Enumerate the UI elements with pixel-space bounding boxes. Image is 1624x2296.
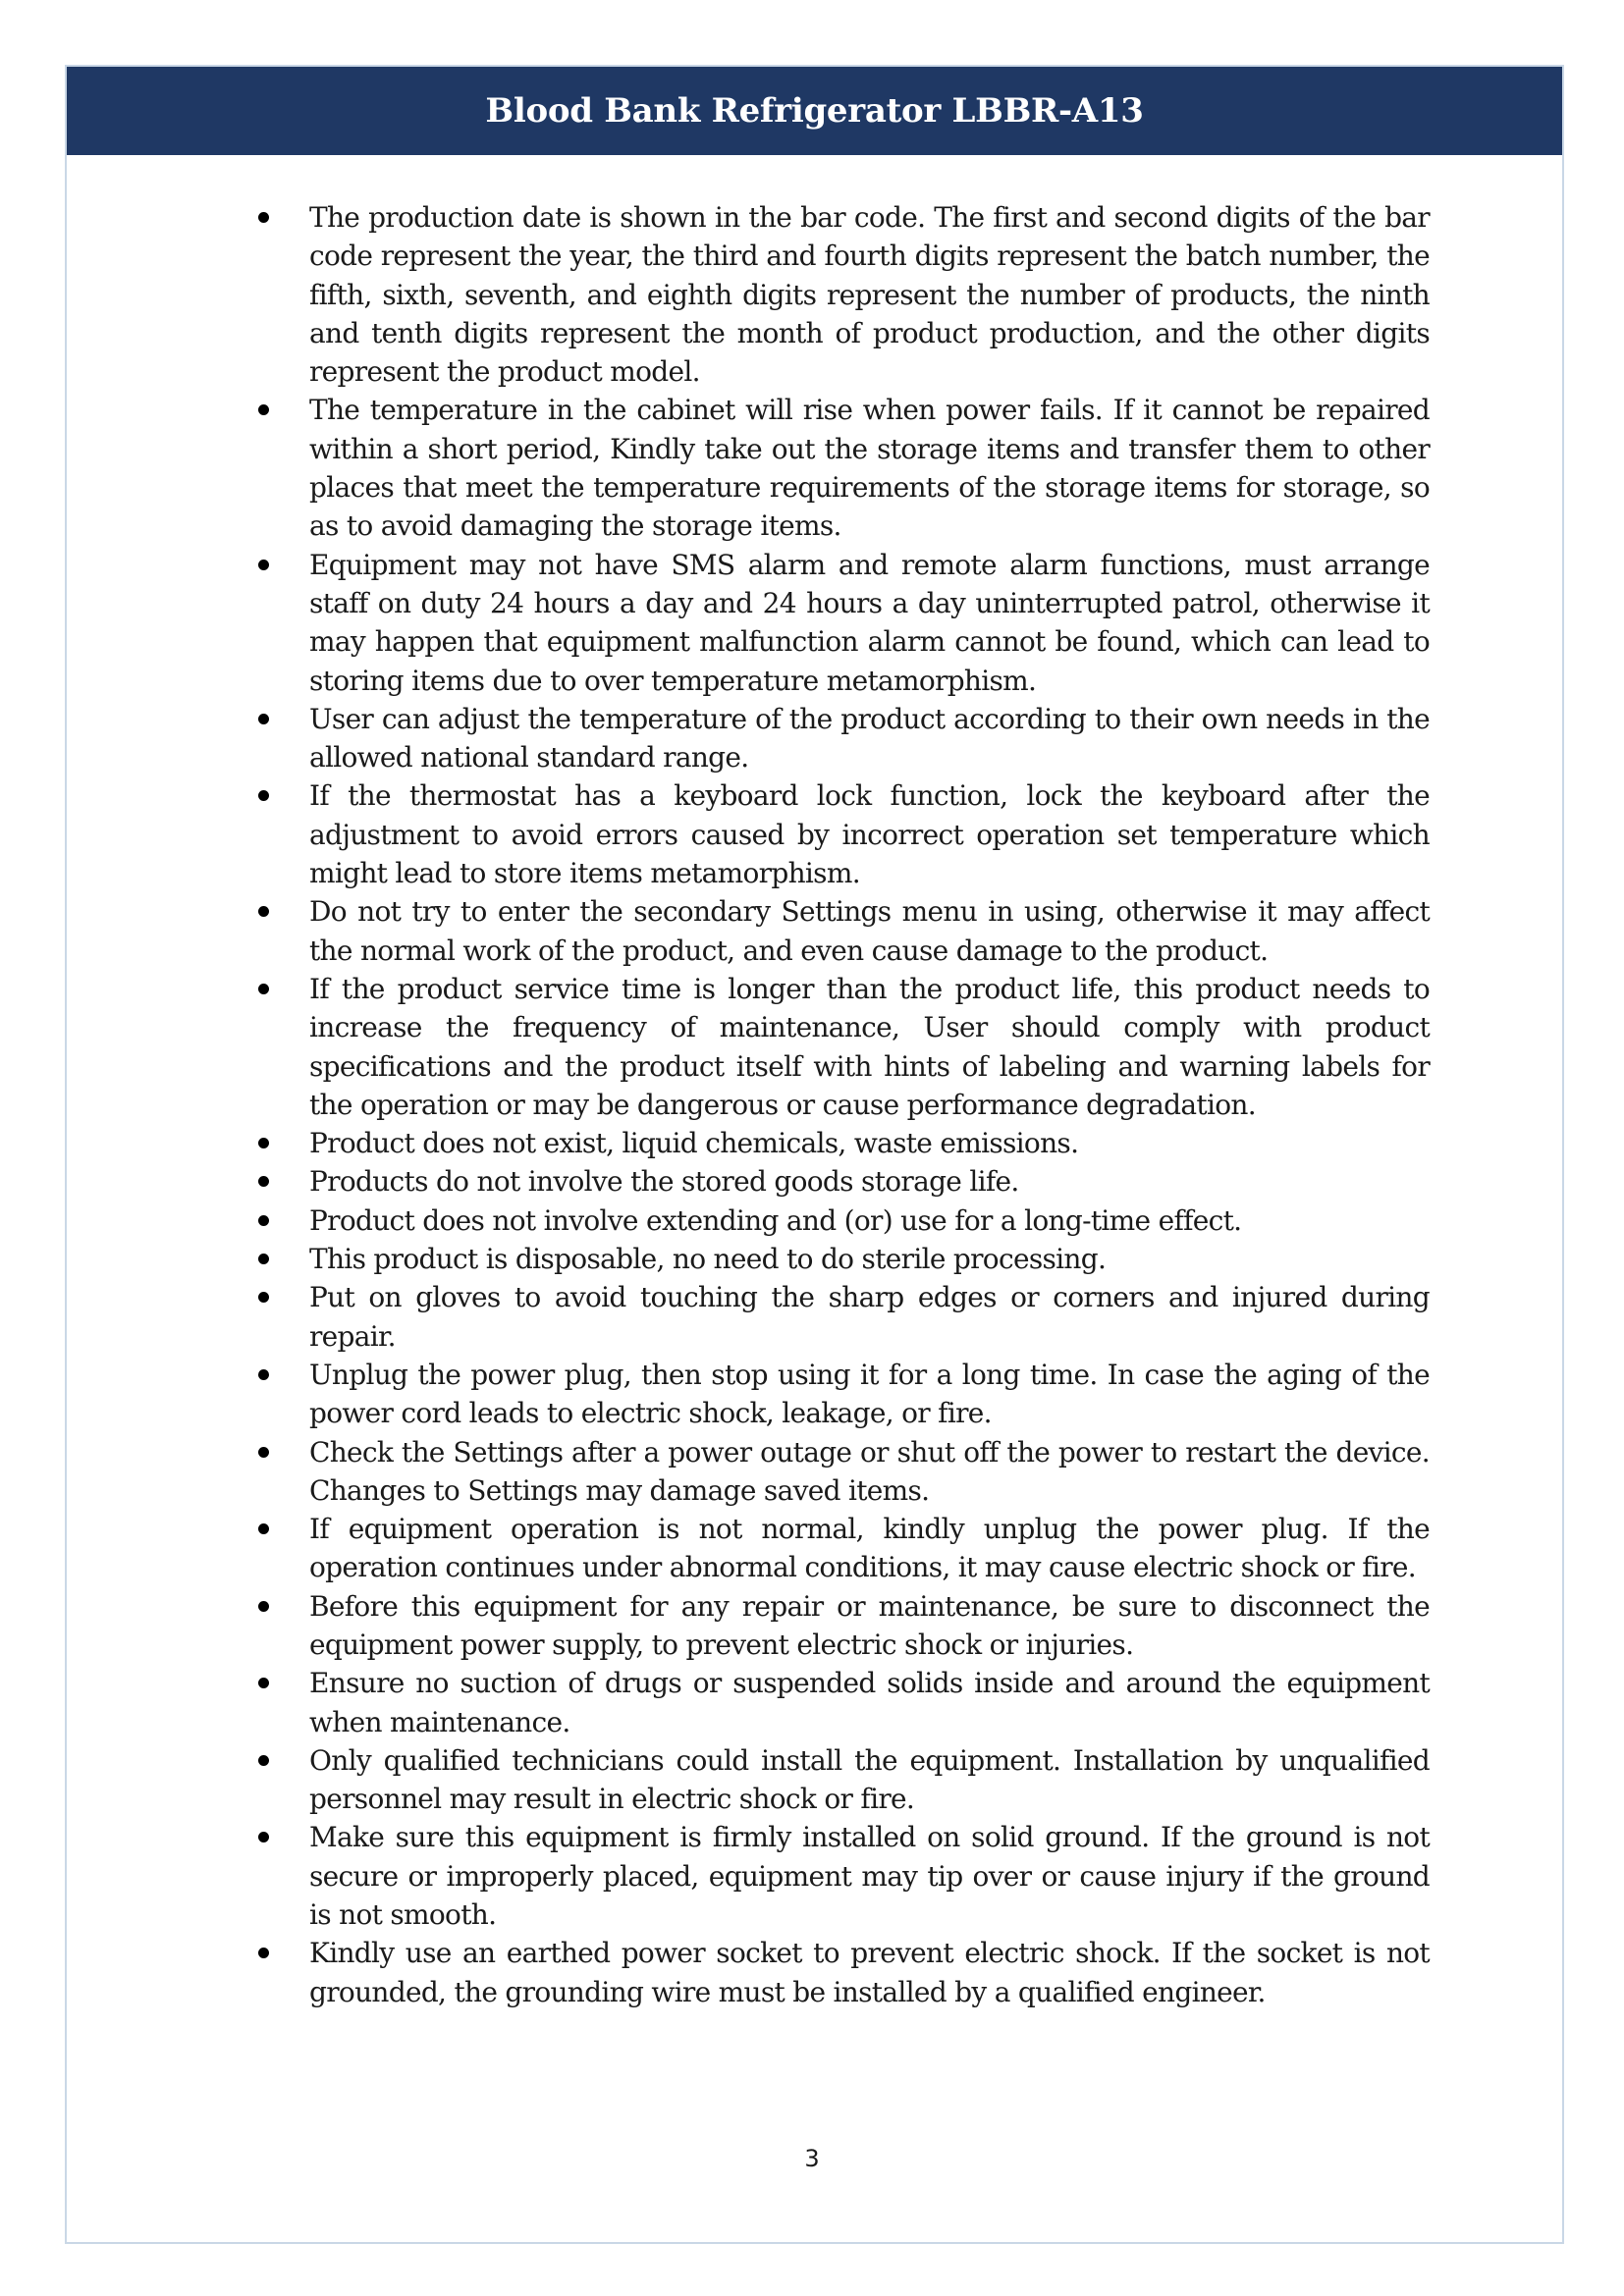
- bullet-text: If equipment operation is not normal, kindly unplug the power plug. If the operation continues under abnormal conditions, it may cause electric shock or fire.: [309, 1513, 1430, 1584]
- bullet-icon: [258, 1447, 269, 1458]
- bullet-text: This product is disposable, no need to do sterile processing.: [309, 1243, 1107, 1276]
- bullet-text: The production date is shown in the bar code. The first and second digits of the bar code represent the year, the third and fourth digits represent the batch number, the fifth, sixth, seventh, and eighth digits represent the number of products, the ninth and tenth digits represent the month of product production, and the other digits represent the product model.: [309, 201, 1430, 389]
- bullet-text: If the product service time is longer than the product life, this product needs to increase the frequency of maintenance, User should comply with product specifications and the product itself with hints of labeling and warning labels for the operation or may be dangerous or cause performance degradation.: [309, 972, 1430, 1121]
- bullet-item: [253, 1124, 1430, 1162]
- bullet-item: [253, 970, 1430, 1124]
- bullet-icon: [258, 1292, 269, 1303]
- bullet-text: Equipment may not have SMS alarm and remote alarm functions, must arrange staff on duty 24 hours a day and 24 hours a day uninterrupted patrol, otherwise it may happen that equipment malfunction alarm cannot be found, which can lead to storing items due to over temperature metamorphism.: [309, 548, 1430, 697]
- bullet-icon: [258, 1832, 269, 1842]
- bullet-text: Make sure this equipment is firmly installed on solid ground. If the ground is not secure or improperly placed, equipment may tip over or cause injury if the ground is not smooth.: [309, 1821, 1430, 1932]
- bullet-item: [253, 1587, 1430, 1665]
- bullet-icon: [258, 714, 269, 724]
- page-number: 3: [804, 2145, 820, 2172]
- bullet-icon: [258, 404, 269, 415]
- bullet-item: [253, 391, 1430, 545]
- bullet-item: [253, 1934, 1430, 2011]
- bullet-icon: [258, 1176, 269, 1187]
- bullet-icon: [258, 560, 269, 570]
- bullet-icon: [258, 1138, 269, 1148]
- bullet-item: [253, 1510, 1430, 1587]
- bullet-item: [253, 776, 1430, 892]
- bullet-icon: [258, 1601, 269, 1612]
- bullet-icon: [258, 212, 269, 223]
- bullet-icon: [258, 1254, 269, 1264]
- bullet-text: Product does not exist, liquid chemicals, waste emissions.: [309, 1127, 1079, 1160]
- bullet-text: Only qualified technicians could install the equipment. Installation by unqualified personnel may result in electric shock or fire.: [309, 1743, 1430, 1816]
- bullet-text: Products do not involve the stored goods storage life.: [309, 1165, 1019, 1199]
- bullet-icon: [258, 906, 269, 917]
- bullet-item: [253, 546, 1430, 700]
- bullet-item: [253, 1240, 1430, 1278]
- bullet-text: Do not try to enter the secondary Settings menu in using, otherwise it may affect the normal work of the product, and even cause damage to the product.: [309, 895, 1430, 967]
- bullet-text: Before this equipment for any repair or maintenance, be sure to disconnect the equipment power supply, to prevent electric shock or injuries.: [309, 1589, 1430, 1661]
- header-bar: [67, 67, 1562, 155]
- document-title: Blood Bank Refrigerator LBBR-A13: [485, 91, 1144, 131]
- bullet-text: User can adjust the temperature of the product according to their own needs in the allowed national standard range.: [309, 702, 1430, 774]
- bullet-item: [253, 1162, 1430, 1201]
- bullet-icon: [258, 1523, 269, 1534]
- bullet-icon: [258, 1678, 269, 1688]
- bullet-item: [253, 1356, 1430, 1433]
- bullet-item: [253, 892, 1430, 970]
- bullet-text: Product does not involve extending and (or) use for a long-time effect.: [309, 1203, 1242, 1237]
- bullet-icon: [258, 984, 269, 994]
- bullet-item: [253, 700, 1430, 777]
- bullet-item: [253, 198, 1430, 391]
- bullet-icon: [258, 790, 269, 801]
- bullet-icon: [258, 1369, 269, 1380]
- bullet-icon: [258, 1755, 269, 1766]
- bullet-text: Ensure no suction of drugs or suspended solids inside and around the equipment when maintenance.: [309, 1667, 1430, 1738]
- bullet-item: [253, 1818, 1430, 1934]
- bullet-item: [253, 1433, 1430, 1511]
- bullet-text: Put on gloves to avoid touching the sharp edges or corners and injured during repair.: [309, 1281, 1430, 1353]
- bullet-text: Unplug the power plug, then stop using it for a long time. In case the aging of the power cord leads to electric shock, leakage, or fire.: [309, 1358, 1430, 1430]
- bullet-icon: [258, 1215, 269, 1226]
- bullet-text: The temperature in the cabinet will rise when power fails. If it cannot be repaired within a short period, Kindly take out the storage items and transfer them to other places that meet the temperature requirements of the storage items for storage, so as to avoid damaging the storage items.: [309, 394, 1430, 543]
- bullet-item: [253, 1278, 1430, 1356]
- bullet-item: [253, 1201, 1430, 1240]
- bullet-item: [253, 1741, 1430, 1819]
- bullet-icon: [258, 1948, 269, 1958]
- bullet-item: [253, 1664, 1430, 1741]
- bullet-text: Check the Settings after a power outage or shut off the power to restart the device. Changes to Settings may damage saved items.: [309, 1435, 1430, 1507]
- bullet-text: If the thermostat has a keyboard lock function, lock the keyboard after the adjustment to avoid errors caused by incorrect operation set temperature which might lead to store items metamorphism.: [309, 779, 1430, 890]
- bullet-text: Kindly use an earthed power socket to prevent electric shock. If the socket is not grounded, the grounding wire must be installed by a qualified engineer.: [309, 1937, 1430, 2008]
- safety-bullet-list: [253, 198, 1430, 2011]
